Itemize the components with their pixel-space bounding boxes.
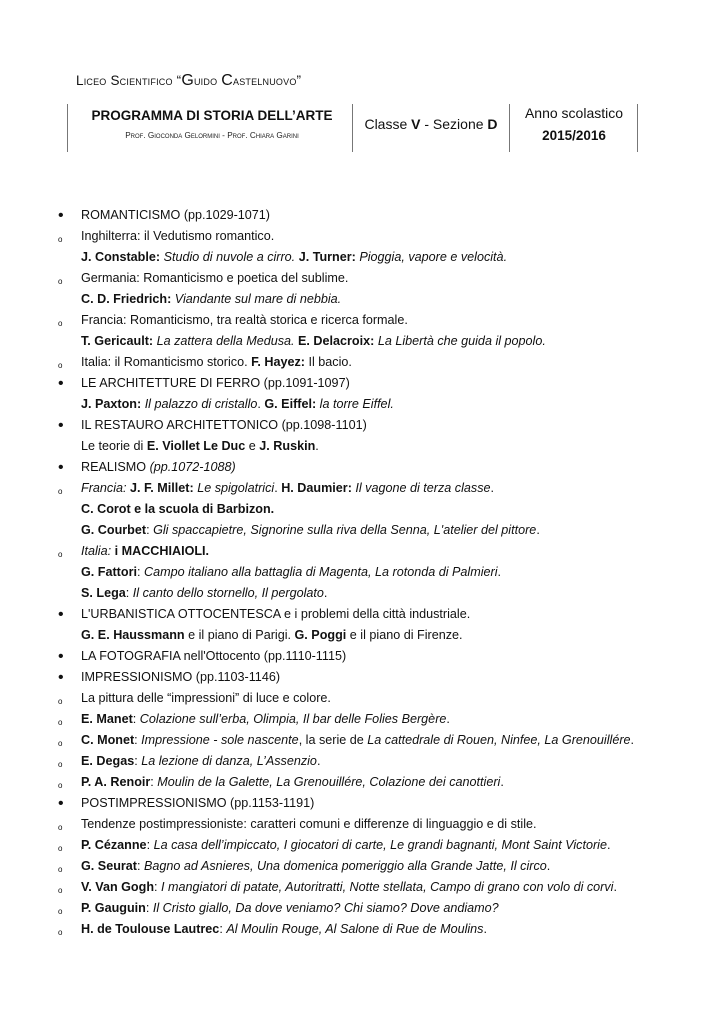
artist-name: P. A. Renoir — [81, 775, 151, 789]
professors: Prof. Gioconda Gelormini - Prof. Chiara Garini — [125, 131, 299, 140]
artwork-titles: Bagno ad Asnieres, Una domenica pomeriggio alla Grande Jatte, Il circo — [144, 859, 547, 873]
text-segment: . — [315, 439, 319, 453]
school-name: Liceo Scientifico “Guido Castelnuovo” — [76, 72, 302, 89]
text-segment: Tendenze postimpressioniste: caratteri comuni e differenze di linguaggio e di stile. — [81, 817, 537, 831]
list-item — [0, 669, 725, 690]
artwork-titles: Viandante sul mare di nebbia. — [174, 292, 342, 306]
list-item — [0, 900, 725, 921]
artwork-titles: Francia: — [81, 481, 127, 495]
artist-name: H. de Toulouse Lautrec — [81, 922, 220, 936]
text-segment: Le teorie di — [81, 439, 147, 453]
artwork-titles: Campo italiano alla battaglia di Magenta, La rotonda di Palmieri — [143, 565, 498, 579]
text-segment: . — [606, 838, 611, 852]
text-segment: e il piano di Parigi. — [184, 628, 295, 642]
artist-name: E. Delacroix: — [298, 334, 375, 348]
text-segment: . — [500, 775, 504, 789]
sub-bullet-icon: o — [58, 781, 63, 790]
list-item — [0, 837, 725, 858]
list-item-text — [81, 795, 314, 812]
artwork-titles: Impressione - sole nascente — [141, 733, 299, 747]
list-item — [0, 543, 725, 564]
text-segment: . — [490, 481, 494, 495]
text-segment: : — [134, 754, 142, 768]
list-item — [0, 354, 725, 375]
sub-bullet-icon: o — [58, 928, 63, 937]
artist-name: C. D. Friedrich: — [81, 292, 172, 306]
artwork-titles: La lezione di danza, L’Assenzio — [141, 754, 317, 768]
text-segment: . — [274, 481, 282, 495]
text-segment: : — [136, 565, 144, 579]
list-item — [0, 522, 725, 543]
text-segment: LA FOTOGRAFIA — [81, 649, 181, 663]
artist-name: T. Gericault: — [81, 334, 154, 348]
bullet-icon: • — [58, 606, 64, 623]
list-item-text — [81, 501, 274, 518]
list-item — [0, 249, 725, 270]
artwork-titles: I mangiatori di patate, Autoritratti, Notte stellata, Campo di grano con volo di corvi — [161, 880, 614, 894]
header-divider — [352, 104, 353, 152]
sub-bullet-icon: o — [58, 718, 63, 727]
list-item-text — [81, 333, 546, 350]
list-item — [0, 732, 725, 753]
artist-name: J. Constable: — [81, 250, 161, 264]
list-item — [0, 921, 725, 942]
text-segment: . — [257, 397, 265, 411]
bullet-icon: • — [58, 417, 64, 434]
artwork-titles: Il vagone di terza classe — [355, 481, 491, 495]
text-segment: . — [613, 880, 617, 894]
artist-name: E. Viollet Le Duc — [146, 439, 246, 453]
list-item — [0, 648, 725, 669]
artwork-titles: La casa dell’impiccato, I giocatori di carte, Le grandi bagnanti, Mont Saint Victorie — [153, 838, 607, 852]
text-segment: e — [245, 439, 260, 453]
sub-bullet-icon: o — [58, 277, 63, 286]
text-segment: , la serie de — [298, 733, 368, 747]
list-item-text — [81, 627, 463, 644]
artist-name: P. Gauguin — [81, 901, 146, 915]
list-item — [0, 879, 725, 900]
text-segment: IL RESTAURO ARCHITETTONICO — [81, 418, 279, 432]
list-item-text — [81, 669, 280, 686]
text-segment: e il piano di Firenze. — [346, 628, 463, 642]
text-segment: : — [219, 922, 227, 936]
text-segment: . — [323, 586, 328, 600]
text-segment: . — [316, 754, 321, 768]
bullet-icon: • — [58, 459, 64, 476]
school-year-label: Anno scolastico — [524, 105, 624, 121]
text-segment: : — [145, 901, 153, 915]
artist-name: i MACCHIAIOLI. — [114, 544, 210, 558]
list-item-text — [81, 711, 450, 728]
list-item-text — [81, 753, 320, 770]
text-segment: : — [146, 838, 154, 852]
header-divider — [67, 104, 68, 152]
artist-name: G. Poggi — [294, 628, 347, 642]
list-item-text — [81, 522, 540, 539]
artwork-titles: Gli spaccapietre, Signorine sulla riva della Senna, L'atelier del pittore — [153, 523, 537, 537]
artist-name: S. Lega — [81, 586, 126, 600]
list-item-text — [81, 270, 348, 287]
text-segment: nell'Ottocento (pp.1110-1115) — [180, 649, 347, 663]
program-list — [0, 207, 725, 942]
list-item — [0, 774, 725, 795]
list-item — [0, 396, 725, 417]
list-item — [0, 417, 725, 438]
list-item-text — [81, 900, 499, 917]
artist-name: E. Degas — [81, 754, 135, 768]
list-item-text — [81, 648, 346, 665]
artwork-titles: Pioggia, vapore e velocità. — [359, 250, 508, 264]
list-item — [0, 459, 725, 480]
text-segment: (pp.1091-1097) — [260, 376, 350, 390]
artist-name: C. Corot e la scuola di Barbizon. — [81, 502, 275, 516]
list-item — [0, 480, 725, 501]
sub-bullet-icon: o — [58, 865, 63, 874]
list-item — [0, 690, 725, 711]
list-item-text — [81, 480, 494, 497]
text-segment: REALISMO — [81, 460, 147, 474]
list-item-text — [81, 543, 209, 560]
list-item-text — [81, 354, 352, 371]
bullet-icon: • — [58, 648, 64, 665]
artist-name: G. Eiffel: — [264, 397, 317, 411]
bullet-icon: • — [58, 795, 64, 812]
sub-bullet-icon: o — [58, 760, 63, 769]
list-item — [0, 438, 725, 459]
text-segment: e i problemi della città industriale. — [280, 607, 471, 621]
artist-name: J. Paxton: — [81, 397, 142, 411]
list-item — [0, 858, 725, 879]
text-segment: : — [137, 859, 144, 873]
text-segment: LE ARCHITETTURE DI FERRO — [81, 376, 261, 390]
artist-name: G. Seurat — [81, 859, 137, 873]
artist-name: F. Hayez: — [251, 355, 305, 369]
text-segment: (pp.1153-1191) — [226, 796, 315, 810]
artist-name: E. Manet — [81, 712, 133, 726]
list-item-text — [81, 879, 617, 896]
text-segment: : — [146, 523, 154, 537]
list-item — [0, 795, 725, 816]
text-segment: . — [483, 922, 487, 936]
list-item — [0, 606, 725, 627]
artwork-titles: Il Cristo giallo, Da dove veniamo? Chi siamo? Dove andiamo? — [152, 901, 499, 915]
artwork-titles: (pp.1072-1088) — [149, 460, 236, 474]
bullet-icon: • — [58, 375, 64, 392]
list-item-text — [81, 921, 487, 938]
text-segment: . — [446, 712, 450, 726]
artist-name: G. Fattori — [81, 565, 137, 579]
text-segment: Il bacio. — [304, 355, 352, 369]
sub-bullet-icon: o — [58, 550, 63, 559]
school-year: 2015/2016 — [542, 128, 606, 143]
artist-name: J. Turner: — [298, 250, 356, 264]
text-segment: Inghilterra: il Vedutismo romantico. — [81, 229, 275, 243]
sub-bullet-icon: o — [58, 886, 63, 895]
text-segment: ROMANTICISMO — [81, 208, 181, 222]
class-section: Classe V - Sezione D — [364, 116, 498, 132]
text-segment: . — [546, 859, 551, 873]
list-item-text — [81, 375, 350, 392]
text-segment: La pittura delle “impressioni” di luce e colore. — [81, 691, 331, 705]
list-item-text — [81, 207, 270, 224]
list-item-text — [81, 606, 470, 623]
list-item-text — [81, 564, 501, 581]
list-item — [0, 711, 725, 732]
artist-name: P. Cézanne — [81, 838, 147, 852]
bullet-icon: • — [58, 669, 64, 686]
list-item-text — [81, 459, 236, 476]
list-item-text — [81, 312, 408, 329]
text-segment: L'URBANISTICA OTTOCENTESCA — [81, 607, 281, 621]
artist-name: H. Daumier: — [281, 481, 352, 495]
header-divider — [509, 104, 510, 152]
list-item — [0, 585, 725, 606]
list-item — [0, 333, 725, 354]
list-item — [0, 627, 725, 648]
list-item — [0, 207, 725, 228]
sub-bullet-icon: o — [58, 235, 63, 244]
text-segment: . — [630, 733, 635, 747]
artist-name: C. Monet — [81, 733, 135, 747]
text-segment: . — [497, 565, 502, 579]
list-item-text — [81, 690, 331, 707]
list-item-text — [81, 396, 394, 413]
artwork-titles: La Libertà che guida il popolo. — [377, 334, 546, 348]
list-item — [0, 312, 725, 333]
text-segment: (pp.1029-1071) — [180, 208, 270, 222]
artwork-titles: Il canto dello stornello, Il pergolato — [132, 586, 324, 600]
text-segment: Italia: il Romanticismo storico. — [81, 355, 252, 369]
sub-bullet-icon: o — [58, 361, 63, 370]
list-item-text — [81, 585, 327, 602]
artist-name: V. Van Gogh — [81, 880, 155, 894]
sub-bullet-icon: o — [58, 739, 63, 748]
text-segment: : — [132, 712, 140, 726]
text-segment: IMPRESSIONISMO — [81, 670, 193, 684]
text-segment: : — [154, 880, 162, 894]
list-item-text — [81, 837, 610, 854]
list-item-text — [81, 438, 319, 455]
artist-name: J. F. Millet: — [130, 481, 194, 495]
text-segment: Germania: Romanticismo e poetica del sublime. — [81, 271, 349, 285]
bullet-icon: • — [58, 207, 64, 224]
artist-name: J. Ruskin — [259, 439, 316, 453]
artwork-titles: La cattedrale di Rouen, Ninfee, La Grenouillére — [367, 733, 631, 747]
artwork-titles: Moulin de la Galette, La Grenouillére, Colazione dei canottieri — [157, 775, 501, 789]
sub-bullet-icon: o — [58, 844, 63, 853]
artwork-titles: Colazione sull’erba, Olimpia, Il bar delle Folies Bergère — [139, 712, 447, 726]
sub-bullet-icon: o — [58, 907, 63, 916]
list-item — [0, 375, 725, 396]
list-item-text — [81, 228, 274, 245]
list-item-text — [81, 732, 634, 749]
text-segment: Francia: Romanticismo, tra realtà storica e ricerca formale. — [81, 313, 408, 327]
artwork-titles: Il palazzo di cristallo — [144, 397, 258, 411]
text-segment: : — [150, 775, 158, 789]
header-divider — [637, 104, 638, 152]
artist-name: G. E. Haussmann — [81, 628, 185, 642]
text-segment: POSTIMPRESSIONISMO — [81, 796, 227, 810]
list-item-text — [81, 816, 537, 833]
sub-bullet-icon: o — [58, 697, 63, 706]
list-item-text — [81, 417, 367, 434]
list-item-text — [81, 774, 504, 791]
program-title: PROGRAMMA DI STORIA DELL’ARTE — [91, 108, 333, 123]
list-item-text — [81, 291, 341, 308]
list-item — [0, 564, 725, 585]
artwork-titles: Italia: — [81, 544, 112, 558]
text-segment: : — [125, 586, 133, 600]
sub-bullet-icon: o — [58, 319, 63, 328]
artwork-titles: Al Moulin Rouge, Al Salone di Rue de Moulins — [226, 922, 484, 936]
list-item — [0, 753, 725, 774]
artwork-titles: La zattera della Medusa. — [156, 334, 295, 348]
list-item — [0, 270, 725, 291]
text-segment: . — [536, 523, 540, 537]
list-item-text — [81, 858, 550, 875]
artwork-titles: la torre Eiffel. — [319, 397, 394, 411]
list-item — [0, 501, 725, 522]
text-segment: (pp.1103-1146) — [192, 670, 281, 684]
list-item-text — [81, 249, 507, 266]
text-segment: (pp.1098-1101) — [278, 418, 367, 432]
sub-bullet-icon: o — [58, 823, 63, 832]
list-item — [0, 291, 725, 312]
artist-name: G. Courbet — [81, 523, 147, 537]
sub-bullet-icon: o — [58, 487, 63, 496]
artwork-titles: Le spigolatrici — [197, 481, 275, 495]
list-item — [0, 816, 725, 837]
text-segment: : — [134, 733, 142, 747]
list-item — [0, 228, 725, 249]
artwork-titles: Studio di nuvole a cirro. — [163, 250, 296, 264]
